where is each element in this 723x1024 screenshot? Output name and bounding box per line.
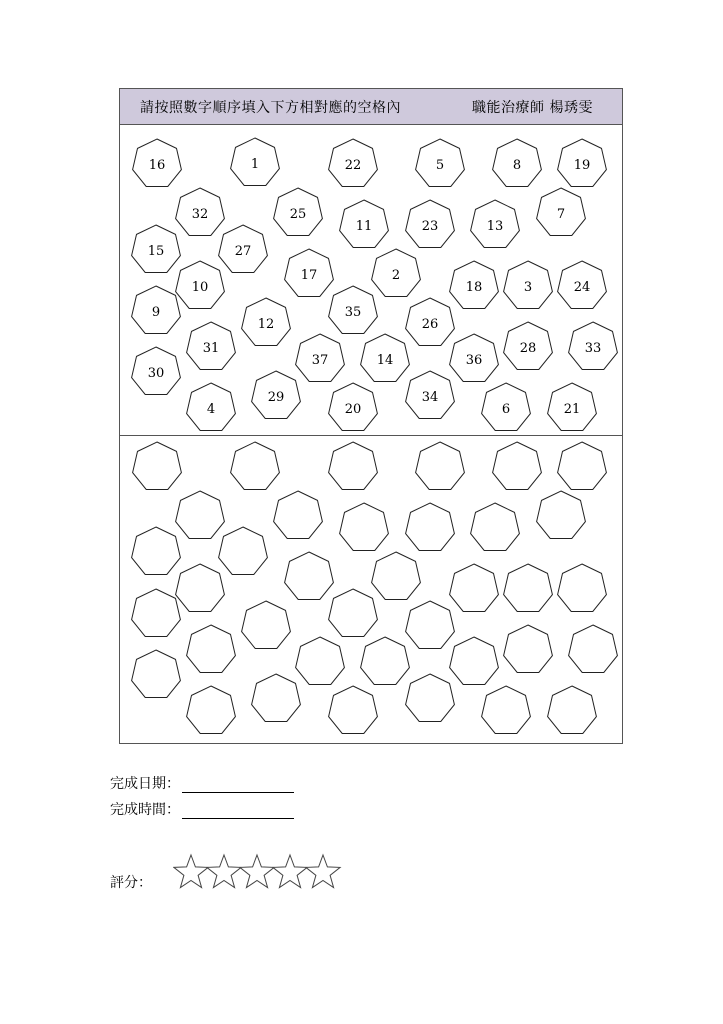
blank-heptagon[interactable] — [450, 637, 499, 685]
blank-heptagon[interactable] — [504, 564, 553, 612]
numbered-heptagon — [132, 225, 181, 273]
heptagon-number: 30 — [147, 366, 165, 381]
numbered-heptagon — [558, 261, 607, 309]
numbered-heptagon — [176, 261, 225, 309]
blank-heptagon[interactable] — [176, 491, 225, 539]
rating-star-icon[interactable] — [174, 855, 208, 888]
numbered-heptagon — [416, 139, 465, 187]
author-credit: 職能治療師 楊琇雯 — [472, 100, 593, 116]
heptagon-number: 2 — [391, 268, 401, 283]
blank-heptagon[interactable] — [187, 625, 236, 673]
heptagon-number: 34 — [421, 390, 439, 405]
rating-star-icon[interactable] — [273, 855, 307, 888]
heptagon-number: 6 — [501, 402, 511, 417]
numbered-heptagon — [329, 286, 378, 334]
blank-heptagon[interactable] — [285, 552, 334, 600]
blank-heptagon[interactable] — [471, 503, 520, 551]
heptagon-number: 1 — [250, 157, 260, 172]
numbered-heptagon — [329, 383, 378, 431]
heptagon-number: 4 — [206, 402, 216, 417]
heptagon-number: 29 — [267, 390, 285, 405]
heptagon-number: 33 — [584, 341, 602, 356]
heptagon-number: 32 — [191, 207, 209, 222]
numbered-heptagon — [329, 139, 378, 187]
numbered-heptagon — [450, 334, 499, 382]
blank-heptagon[interactable] — [558, 564, 607, 612]
heptagon-number: 25 — [289, 207, 307, 222]
numbered-heptagon — [296, 334, 345, 382]
blank-heptagon[interactable] — [569, 625, 618, 673]
completion-time-row — [110, 799, 294, 819]
blank-heptagon[interactable] — [504, 625, 553, 673]
heptagon-number: 18 — [465, 280, 483, 295]
heptagon-number: 23 — [421, 219, 439, 234]
blank-heptagon[interactable] — [132, 589, 181, 637]
heptagon-number: 27 — [234, 244, 252, 259]
completion-date-row — [110, 773, 294, 793]
numbered-heptagon — [187, 322, 236, 370]
numbered-heptagon — [504, 261, 553, 309]
numbered-heptagon — [231, 138, 280, 186]
heptagon-number: 31 — [202, 341, 220, 356]
blank-heptagon[interactable] — [187, 686, 236, 734]
blank-heptagon[interactable] — [176, 564, 225, 612]
blank-heptagon[interactable] — [329, 589, 378, 637]
numbered-heptagon — [406, 371, 455, 419]
blank-heptagon[interactable] — [406, 503, 455, 551]
blank-heptagon[interactable] — [329, 686, 378, 734]
heptagon-number: 36 — [465, 353, 483, 368]
blank-heptagon[interactable] — [450, 564, 499, 612]
heptagon-number: 5 — [435, 158, 445, 173]
numbered-heptagon — [471, 200, 520, 248]
worksheet-frame — [119, 88, 623, 744]
blank-heptagon[interactable] — [372, 552, 421, 600]
heptagon-number: 26 — [421, 317, 439, 332]
numbered-heptagon — [406, 200, 455, 248]
numbered-heptagon — [537, 188, 586, 236]
numbered-heptagon — [558, 139, 607, 187]
blank-heptagon[interactable] — [133, 442, 182, 490]
numbered-heptagon — [133, 139, 182, 187]
heptagon-number: 16 — [148, 158, 166, 173]
heptagon-number: 24 — [573, 280, 591, 295]
heptagon-number: 19 — [573, 158, 591, 173]
completion-date-line[interactable] — [182, 778, 294, 793]
numbered-heptagon — [219, 225, 268, 273]
heptagon-number: 10 — [191, 280, 209, 295]
heptagon-number: 20 — [344, 402, 362, 417]
numbered-heptagon — [176, 188, 225, 236]
numbered-heptagon — [242, 298, 291, 346]
heptagon-grid — [120, 89, 624, 745]
blank-heptagon[interactable] — [340, 503, 389, 551]
rating-stars — [173, 853, 343, 893]
blank-heptagon[interactable] — [252, 674, 301, 722]
heptagon-number: 14 — [376, 353, 394, 368]
heptagon-number: 11 — [355, 219, 373, 234]
blank-heptagon[interactable] — [132, 650, 181, 698]
numbered-heptagon — [569, 322, 618, 370]
numbered-heptagon — [252, 371, 301, 419]
score-label: 評分： — [110, 875, 152, 891]
heptagon-number: 7 — [556, 207, 566, 222]
blank-heptagon[interactable] — [406, 601, 455, 649]
numbered-heptagon — [285, 249, 334, 297]
numbered-heptagon — [361, 334, 410, 382]
numbered-heptagon — [482, 383, 531, 431]
blank-heptagon[interactable] — [493, 442, 542, 490]
instruction-text: 請按照數字順序填入下方相對應的空格內 — [140, 100, 401, 116]
numbered-heptagon — [187, 383, 236, 431]
heptagon-number: 37 — [311, 353, 329, 368]
numbered-heptagon — [132, 286, 181, 334]
heptagon-number: 17 — [300, 268, 318, 283]
completion-time-label: 完成時間： — [110, 802, 180, 818]
blank-heptagon[interactable] — [361, 637, 410, 685]
blank-heptagon[interactable] — [296, 637, 345, 685]
blank-heptagon[interactable] — [406, 674, 455, 722]
heptagon-number: 35 — [344, 305, 362, 320]
blank-heptagon[interactable] — [329, 442, 378, 490]
blank-heptagon[interactable] — [274, 491, 323, 539]
blank-heptagon[interactable] — [242, 601, 291, 649]
numbered-heptagon — [493, 139, 542, 187]
numbered-heptagon — [504, 322, 553, 370]
rating-star-icon[interactable] — [240, 855, 274, 888]
numbered-heptagon — [372, 249, 421, 297]
blank-heptagon[interactable] — [132, 527, 181, 575]
numbered-heptagon — [274, 188, 323, 236]
heptagon-number: 28 — [519, 341, 537, 356]
blank-heptagon[interactable] — [219, 527, 268, 575]
heptagon-number: 13 — [486, 219, 504, 234]
heptagon-number: 12 — [257, 317, 275, 332]
completion-date-label: 完成日期： — [110, 776, 180, 792]
blank-heptagon[interactable] — [231, 442, 280, 490]
numbered-heptagon — [132, 347, 181, 395]
blank-heptagon[interactable] — [482, 686, 531, 734]
numbered-heptagon — [450, 261, 499, 309]
rating-star-icon[interactable] — [306, 855, 340, 888]
heptagon-number: 22 — [344, 158, 362, 173]
heptagon-number: 8 — [512, 158, 522, 173]
numbered-heptagon — [406, 298, 455, 346]
numbered-heptagon — [548, 383, 597, 431]
heptagon-number: 21 — [563, 402, 581, 417]
completion-time-line[interactable] — [182, 804, 294, 819]
heptagon-number: 3 — [523, 280, 533, 295]
rating-star-icon[interactable] — [207, 855, 241, 888]
heptagon-number: 15 — [147, 244, 165, 259]
numbered-heptagon — [340, 200, 389, 248]
blank-heptagon[interactable] — [558, 442, 607, 490]
heptagon-number: 9 — [151, 305, 161, 320]
blank-heptagon[interactable] — [548, 686, 597, 734]
score-row — [110, 872, 152, 892]
blank-heptagon[interactable] — [416, 442, 465, 490]
blank-heptagon[interactable] — [537, 491, 586, 539]
